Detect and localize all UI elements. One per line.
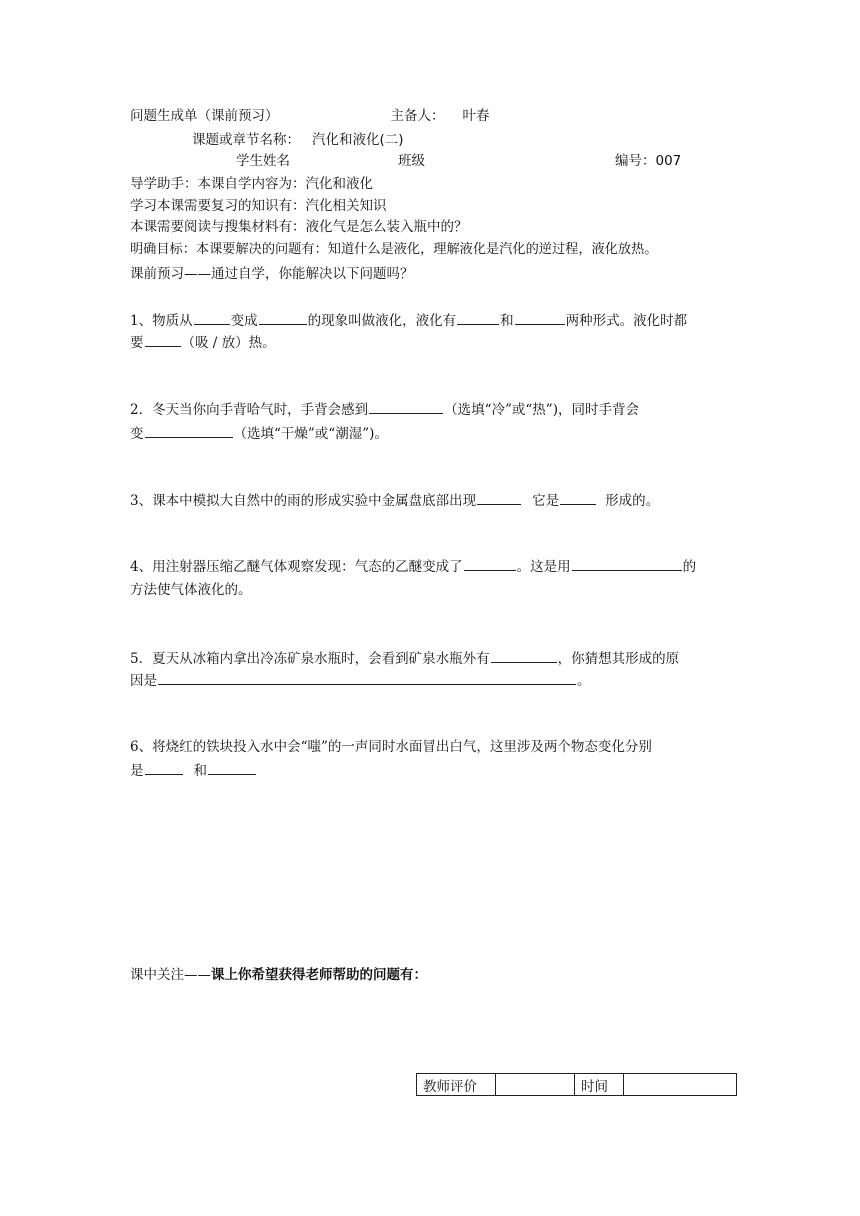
answer-blank[interactable]	[194, 310, 230, 325]
form-header-row	[130, 106, 490, 126]
guide-review: 学习本课需要复习的知识有：汽化相关知识	[130, 198, 387, 214]
form-title: 问题生成单（课前预习）	[130, 108, 279, 124]
topic-name: 汽化和液化(二)	[312, 132, 404, 148]
answer-blank[interactable]	[145, 423, 233, 438]
number-label: 编号：007	[615, 153, 682, 169]
answer-blank[interactable]	[158, 670, 576, 685]
evaluation-table	[416, 1073, 737, 1096]
question-4-line-1: 4、用注射器压缩乙醚气体观察发现：气态的乙醚变成了 。这是用 的	[130, 556, 696, 577]
answer-blank[interactable]	[515, 310, 565, 325]
question-2-line-1: 2．冬天当你向手背哈气时，手背会感到 （选填“冷”或“热”)，同时手背会	[130, 399, 639, 420]
teacher-eval-cell[interactable]	[496, 1074, 575, 1096]
question-3: 3、课本中模拟大自然中的雨的形成实验中金属盘底部出现 它是 形成的。	[130, 490, 659, 511]
student-info-row	[236, 151, 681, 171]
question-6-line-1: 6、将烧红的铁块投入水中会“嗤”的一声同时水面冒出白气，这里涉及两个物态变化分别	[130, 739, 652, 755]
topic-row	[192, 130, 404, 150]
answer-blank[interactable]	[369, 399, 443, 414]
in-class-text: 课上你希望获得老师帮助的问题有：	[211, 967, 427, 983]
teacher-eval-label: 教师评价	[417, 1074, 496, 1096]
guide-goal: 明确目标：本课要解决的问题有：知道什么是液化，理解液化是汽化的逆过程，液化放热。	[130, 242, 658, 257]
answer-blank[interactable]	[145, 760, 183, 775]
time-label: 时间	[575, 1074, 624, 1096]
question-4-line-2: 方法使气体液化的。	[130, 582, 252, 598]
answer-blank[interactable]	[491, 648, 557, 663]
question-1-line-2: 要 （吸 / 放）热。	[130, 332, 276, 353]
question-5-line-2: 因是 。	[130, 670, 591, 691]
answer-blank[interactable]	[464, 556, 516, 571]
guide-reading: 本课需要阅读与搜集材料有：液化气是怎么装入瓶中的？	[130, 219, 468, 235]
answer-blank[interactable]	[259, 310, 307, 325]
answer-blank[interactable]	[560, 490, 596, 505]
in-class-focus	[130, 965, 427, 985]
question-1-line-1: 1、物质从 变成 的现象叫做液化，液化有 和 两种形式。液化时都	[130, 310, 687, 331]
in-class-prefix: 课中关注——	[130, 967, 211, 983]
answer-blank[interactable]	[145, 332, 181, 347]
student-name-label: 学生姓名	[236, 153, 290, 169]
answer-blank[interactable]	[477, 490, 521, 505]
preview-intro: 课前预习——通过自学，你能解决以下问题吗？	[130, 266, 414, 282]
class-label: 班级	[398, 153, 425, 169]
answer-blank[interactable]	[572, 556, 682, 571]
question-5-line-1: 5．夏天从冰箱内拿出冷冻矿泉水瓶时，会看到矿泉水瓶外有 ，你猜想其形成的原	[130, 648, 679, 669]
preparer-label: 主备人：	[390, 108, 445, 124]
topic-label: 课题或章节名称：	[192, 132, 300, 148]
answer-blank[interactable]	[208, 760, 256, 775]
guide-helper: 导学助手：本课自学内容为：汽化和液化	[130, 176, 373, 192]
time-cell[interactable]	[624, 1074, 737, 1096]
question-2-line-2: 变 （选填“干燥”或“潮湿”)。	[130, 423, 388, 444]
question-6-line-2: 是 和	[130, 760, 257, 781]
answer-blank[interactable]	[457, 310, 499, 325]
preparer-name: 叶春	[462, 108, 490, 124]
